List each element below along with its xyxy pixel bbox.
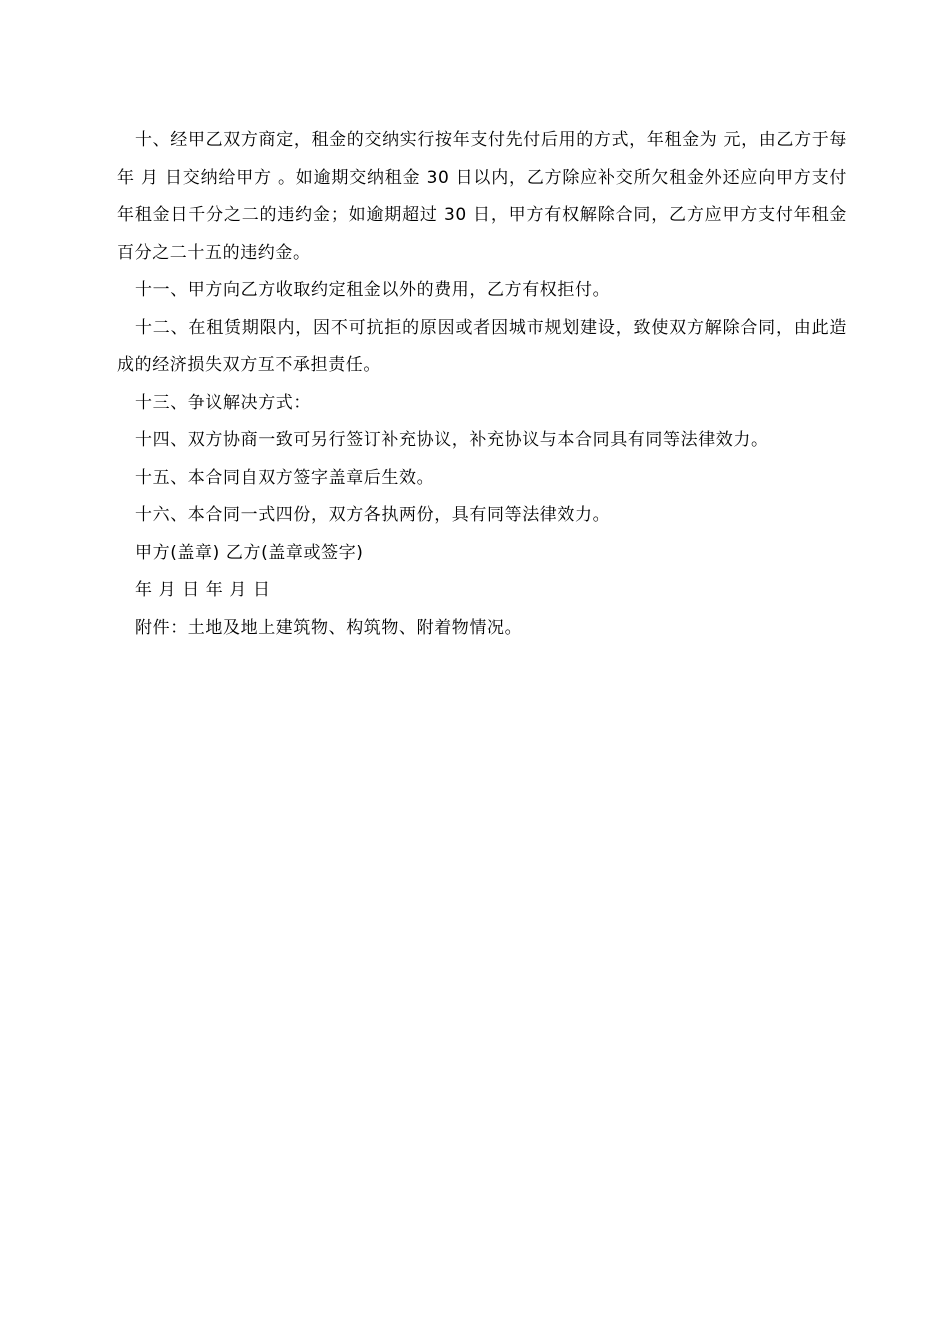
signature-date-line: 年 月 日 年 月 日 <box>135 580 271 600</box>
clause-11-extra-fees: 十一、甲方向乙方收取约定租金以外的费用，乙方有权拒付。 <box>135 280 611 300</box>
clause-10-rent-payment: 十、经甲乙双方商定，租金的交纳实行按年支付先付后用的方式，年租金为 元，由乙方于每年 月 日交纳给甲方 。如逾期交纳租金 30 日以内，乙方除应补交所欠租金外还应向甲方支付年租金日千分之二的违约金；如逾期超过 30 日，甲方有权解除合同，乙方应甲方支付年租金百分之二十五的违约金。 <box>117 130 847 263</box>
clause-12-force-majeure: 十二、在租赁期限内，因不可抗拒的原因或者因城市规划建设，致使双方解除合同，由此造成的经济损失双方互不承担责任。 <box>117 317 847 375</box>
document-body <box>117 122 847 647</box>
signature-parties-line: 甲方(盖章) 乙方(盖章或签字) <box>135 542 364 563</box>
clause-13-dispute-resolution: 十三、争议解决方式： <box>135 392 311 413</box>
clause-15-effective: 十五、本合同自双方签字盖章后生效。 <box>135 467 435 488</box>
attachment-line: 附件：土地及地上建筑物、构筑物、附着物情况。 <box>135 617 523 638</box>
clause-16-copies: 十六、本合同一式四份，双方各执两份，具有同等法律效力。 <box>135 505 611 525</box>
clause-14-supplementary-agreement: 十四、双方协商一致可另行签订补充协议，补充协议与本合同具有同等法律效力。 <box>135 430 769 450</box>
